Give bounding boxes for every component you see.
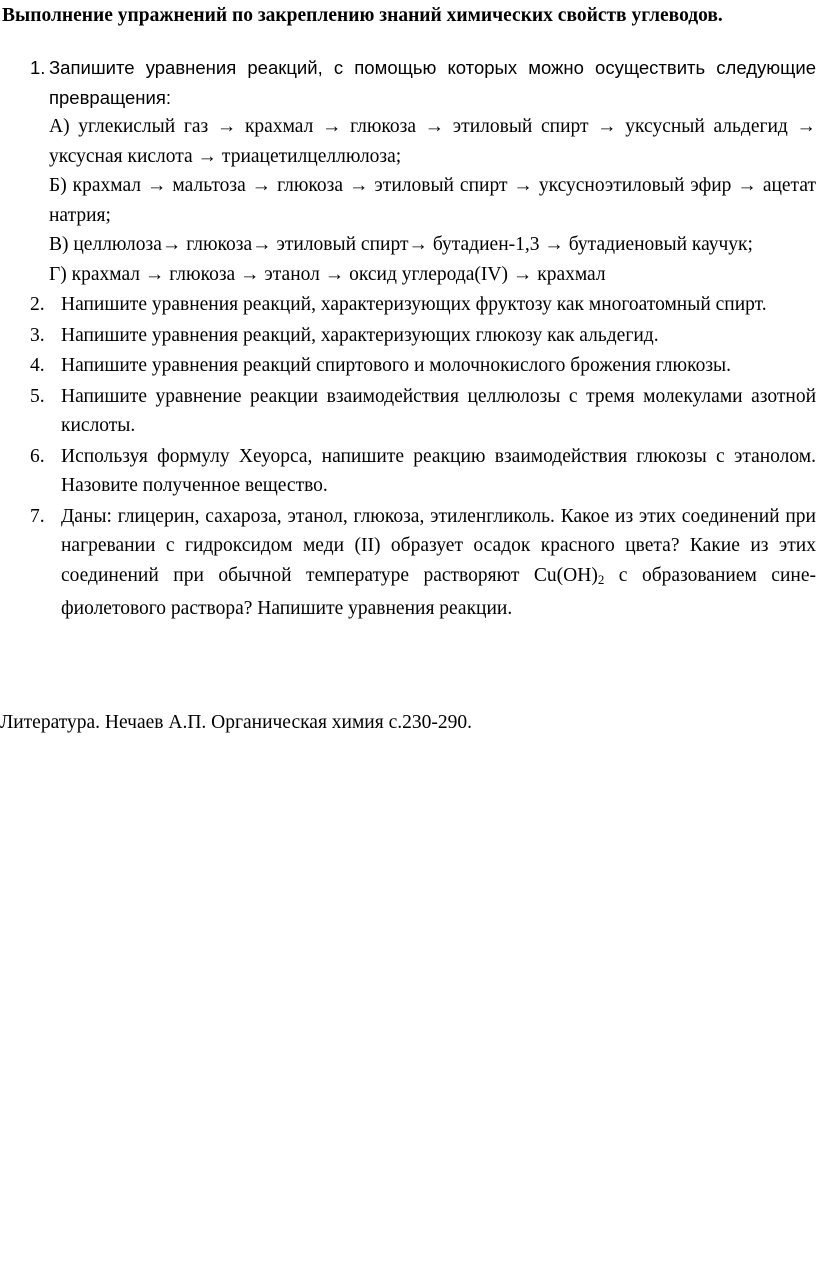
task-text-after-formula: с образованием сине-фиолетового раствора? Напишите уравнения реакции. (61, 564, 816, 619)
task-number: 1. (30, 57, 46, 78)
task-text (61, 502, 816, 624)
task-number: 6. (30, 445, 45, 467)
task-text: Используя формулу Хеуорса, напишите реакцию взаимодействия глюкозы с этанолом. Назовите полученное вещество. (61, 445, 816, 496)
task-item-3 (30, 321, 816, 351)
task-list (30, 53, 816, 625)
task-item-1 (30, 53, 816, 289)
task-item-7 (30, 502, 816, 624)
task-item-4 (30, 351, 816, 381)
task-number: 2. (30, 294, 45, 315)
task-item-5 (30, 382, 816, 441)
literature-reference: Литература. Нечаев А.П. Органическая химия с.230-290. (0, 712, 472, 733)
chemical-formula (534, 565, 604, 586)
formula-subscript: 2 (597, 571, 605, 587)
chain-b: Б) крахмал → мальтоза → глюкоза → этиловый спирт → уксусноэтиловый эфир → ацетат натрия; (49, 175, 816, 226)
task-number: 5. (30, 385, 45, 407)
task-item-2 (30, 290, 816, 320)
task-text: Напишите уравнения реакций, характеризующих фруктозу как многоатомный спирт. (61, 294, 767, 315)
chain-c: В) целлюлоза→ глюкоза→ этиловый спирт→ бутадиен-1,3 → бутадиеновый каучук; (49, 234, 753, 255)
task-number: 4. (30, 355, 45, 376)
task-text: Напишите уравнение реакции взаимодействия целлюлозы с тремя молекулами азотной кислоты. (61, 385, 816, 436)
task-body (49, 53, 816, 289)
task-text: Напишите уравнения реакций спиртового и молочнокислого брожения глюкозы. (61, 355, 732, 376)
task-intro: Запишите уравнения реакций, с помощью которых можно осуществить следующие превращения: (49, 57, 816, 108)
chain-d: Г) крахмал → глюкоза → этанол → оксид углерода(IV) → крахмал (49, 263, 606, 285)
task-number: 7. (30, 505, 45, 527)
task-text-before-formula: Даны: глицерин, сахароза, этанол, глюкоза, этиленгликоль. Какое из этих соединений при нагревании с гидроксидом меди (II) образует осадок красного цвета? Какие из этих соединений при обычной температуре растворяют (61, 505, 816, 586)
task-number: 3. (30, 324, 45, 346)
task-text: Напишите уравнения реакций, характеризующих глюкозу как альдегид. (61, 324, 659, 346)
formula-main: Cu(OH) (533, 564, 598, 586)
document-title: Выполнение упражнений по закреплению знаний химических свойств углеводов. (2, 5, 723, 26)
task-item-6 (30, 442, 816, 501)
chain-a: А) углекислый газ → крахмал → глюкоза → этиловый спирт → уксусный альдегид → уксусная кислота → триацетилцеллюлоза; (49, 116, 816, 167)
